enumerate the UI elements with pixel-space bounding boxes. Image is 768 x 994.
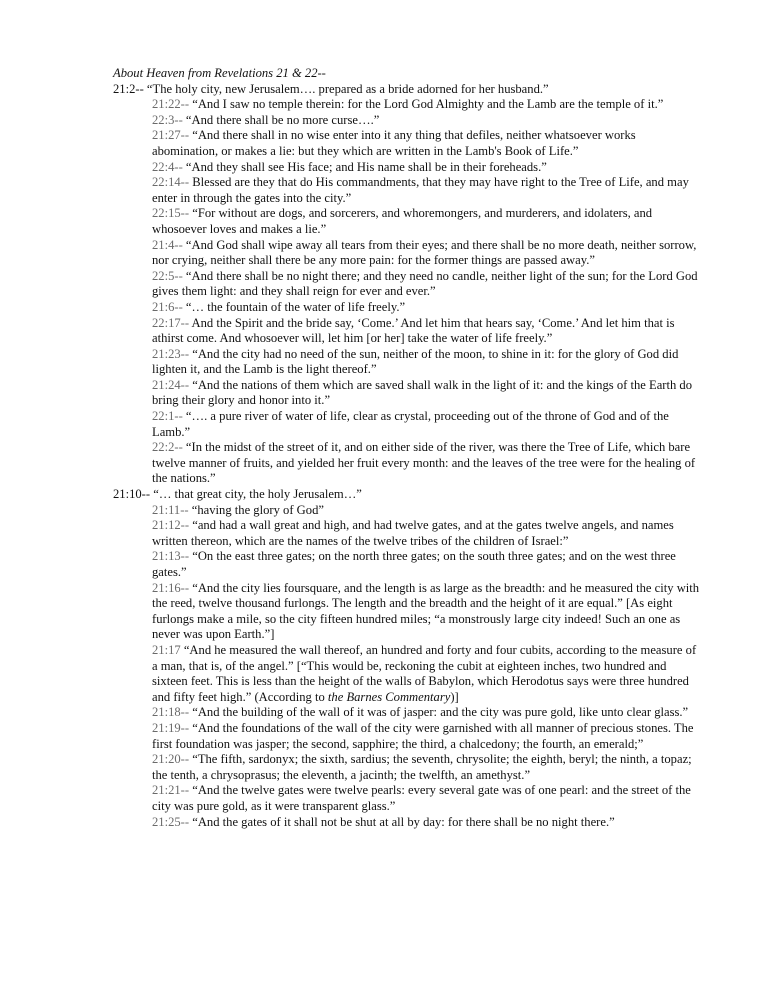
verse-entry: [113, 238, 703, 269]
verse-entry: [113, 128, 703, 159]
verse-reference: 21:12--: [152, 518, 190, 533]
verse-reference: 21:4--: [152, 237, 183, 252]
verse-entry: [113, 300, 703, 316]
verse-entry: [113, 705, 703, 721]
verse-reference: 21:6--: [152, 299, 183, 314]
verse-entry: [113, 440, 703, 487]
verse-text-end: )]: [450, 689, 459, 704]
verse-reference: 21:10--: [113, 487, 151, 502]
verse-text: “And there shall in no wise enter into it any thing that defiles, neither whatsoever works abomination, or makes a lie: but they which are written in the Lamb's Book of Life.”: [152, 128, 636, 158]
verse-text: “And the city had no need of the sun, neither of the moon, to shine in it: for the glory of God did lighten it, and the Lamb is the light thereof.”: [152, 346, 679, 377]
verse-entry: [113, 721, 703, 752]
verse-entry: [113, 113, 703, 129]
verse-reference: 21:16--: [152, 580, 190, 595]
verse-reference: 21:23--: [152, 346, 190, 361]
verse-reference: 21:18--: [152, 705, 190, 720]
verse-reference: 21:25--: [152, 814, 190, 829]
verse-entry: [113, 206, 703, 237]
verse-reference: 21:21--: [152, 783, 190, 798]
verse-reference: 22:15--: [152, 206, 190, 221]
verse-text: “having the glory of God”: [188, 502, 324, 517]
verse-entry: [113, 160, 703, 176]
verse-reference: 22:1--: [152, 409, 183, 424]
verse-text: “and had a wall great and high, and had twelve gates, and at the gates twelve angels, and names written thereon, which are the names of the twelve tribes of the children of Israel:”: [152, 518, 674, 548]
verse-entry: [113, 175, 703, 206]
verse-entry: [113, 97, 703, 113]
verse-text: “The fifth, sardonyx; the sixth, sardius; the seventh, chrysolite; the eighth, beryl; the ninth, a topaz; the tenth, a chrysoprasus; the eleventh, a jacinth; the twelfth, an amethyst.”: [152, 752, 692, 782]
verse-text: “And God shall wipe away all tears from their eyes; and there shall be no more death, neither sorrow, nor crying, neither shall there be any more pain: for the former things are passed away.”: [152, 237, 697, 268]
verse-reference: 21:20--: [152, 752, 190, 767]
verse-text: “The holy city, new Jerusalem…. prepared as a bride adorned for her husband.”: [143, 81, 549, 96]
verse-entry: [113, 783, 703, 814]
verse-entry: [113, 269, 703, 300]
verse-text: “And there shall be no night there; and they need no candle, neither light of the sun; for the Lord God gives them light: and they shall reign for ever and ever.”: [152, 268, 698, 299]
verse-text: “And the building of the wall of it was of jasper: and the city was pure gold, like unto clear glass.”: [189, 705, 689, 720]
verse-text: “In the midst of the street of it, and on either side of the river, was there the Tree of Life, which bare twelve manner of fruits, and yielded her fruit every month: and the leaves of the tree were for the healing of the nations.”: [152, 440, 696, 486]
verse-entry: [113, 643, 703, 705]
document-page: [113, 66, 703, 830]
verse-text: “And they shall see His face; and His name shall be in their foreheads.”: [182, 159, 547, 174]
verse-entry: [113, 82, 703, 98]
verse-text: “And the gates of it shall not be shut at all by day: for there shall be no night there.”: [189, 814, 615, 829]
verse-reference: 21:13--: [152, 549, 190, 564]
verse-text: And the Spirit and the bride say, ‘Come.’ And let him that hears say, ‘Come.’ And let him that is athirst come. And whosoever will, let him [or her] take the water of life freely.”: [152, 315, 675, 346]
verse-text: “… the fountain of the water of life freely.”: [182, 299, 406, 314]
verse-entry: [113, 487, 703, 503]
verse-reference: 21:24--: [152, 377, 190, 392]
verse-reference: 21:27--: [152, 128, 190, 143]
verse-text: “And he measured the wall thereof, an hundred and forty and four cubits, according to the measure of a man, that is, of the angel.” [“This would be, reckoning the cubit at eighteen inches, two hundred and sixteen feet. This is less than the height of the walls of Babylon, which Herodotus says were three hundred and fifty feet high.” (According to: [152, 642, 697, 704]
verse-entry: [113, 581, 703, 643]
verse-list: [113, 82, 703, 831]
verse-entry: [113, 347, 703, 378]
verse-reference: 22:4--: [152, 159, 183, 174]
verse-entry: [113, 518, 703, 549]
verse-reference: 22:17--: [152, 315, 190, 330]
verse-text: “And there shall be no more curse….”: [182, 112, 380, 127]
verse-reference: 22:5--: [152, 268, 183, 283]
verse-text: “And I saw no temple therein: for the Lord God Almighty and the Lamb are the temple of it.”: [189, 97, 664, 112]
verse-reference: 21:11--: [152, 502, 189, 517]
verse-text: “And the city lies foursquare, and the length is as large as the breadth: and he measured the city with the reed, twelve thousand furlongs. The length and the breadth and the height of it are equal.” [As eight furlongs make a mile, so the city fifteen hundred miles; “a monstrously large city indeed! Such an one as never was upon Earth.”]: [152, 580, 700, 642]
verse-text: “…. a pure river of water of life, clear as crystal, proceeding out of the throne of God and of the Lamb.”: [152, 409, 669, 439]
verse-text: “And the twelve gates were twelve pearls: every several gate was of one pearl: and the street of the city was pure gold, as it were transparent glass.”: [152, 783, 691, 813]
verse-entry: [113, 815, 703, 831]
verse-entry: [113, 503, 703, 519]
source-title: the Barnes Commentary: [327, 689, 451, 704]
verse-reference: 21:2--: [113, 81, 144, 96]
verse-reference: 21:22--: [152, 97, 190, 112]
verse-text: “And the nations of them which are saved shall walk in the light of it: and the kings of the Earth do bring their glory and honor into it.”: [152, 377, 693, 408]
verse-reference: 21:17: [152, 642, 181, 657]
document-heading: About Heaven from Revelations 21 & 22--: [113, 66, 326, 80]
verse-entry: [113, 409, 703, 440]
verse-text: “For without are dogs, and sorcerers, and whoremongers, and murderers, and idolaters, and whosoever loves and makes a lie.”: [152, 206, 653, 236]
verse-text: “And the foundations of the wall of the city were garnished with all manner of precious stones. The first foundation was jasper; the second, sapphire; the third, a chalcedony; the fourth, an emerald;”: [152, 720, 694, 751]
verse-entry: [113, 378, 703, 409]
verse-text: “… that great city, the holy Jerusalem…”: [150, 487, 362, 502]
verse-text: Blessed are they that do His commandments, that they may have right to the Tree of Life, and may enter in through the gates into the city.”: [152, 175, 689, 205]
verse-text: “On the east three gates; on the north three gates; on the south three gates; and on the west three gates.”: [152, 549, 676, 579]
verse-reference: 22:2--: [152, 440, 183, 455]
verse-entry: [113, 316, 703, 347]
verse-reference: 22:14--: [152, 175, 190, 190]
verse-entry: [113, 549, 703, 580]
verse-entry: [113, 752, 703, 783]
verse-reference: 21:19--: [152, 720, 190, 735]
verse-reference: 22:3--: [152, 112, 183, 127]
